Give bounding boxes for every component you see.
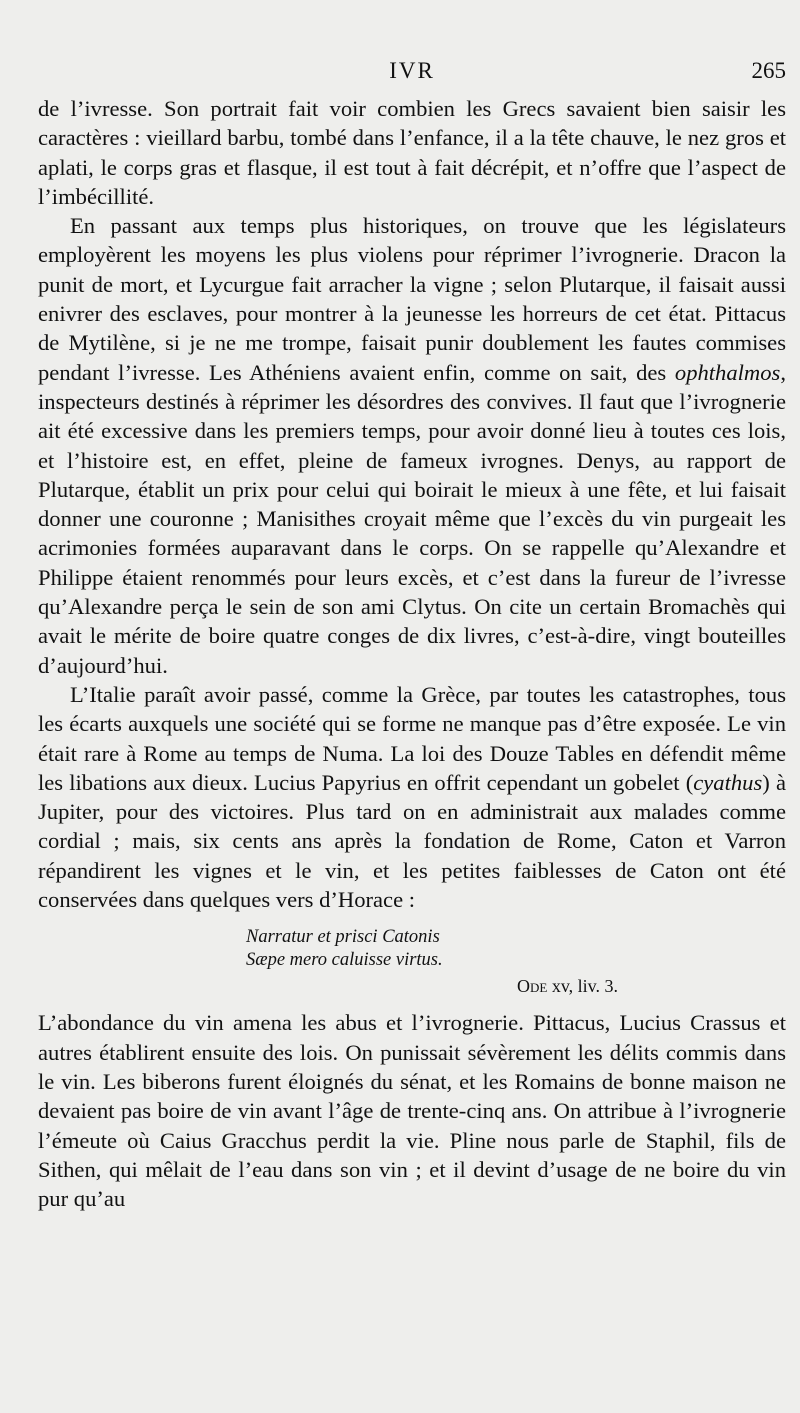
verse-line-2: Sæpe mero caluisse virtus. [246,950,443,971]
text-run: de l’ivresse. Son portrait fait voir combien les Grecs savaient bien saisir les caractères : vieillard barbu, tombé dans l’enfance, il a la tête chauve, le nez gros et aplati, le corps gras et flasque, il est tout à fait décrépit, et n’offre que l’aspect de l’imbécillité. [38,96,786,209]
verse-quote [38,926,786,972]
closing-paragraph [38,1008,786,1213]
text-run: ) à Jupiter, pour des victoires. Plus tard on en administrait aux malades comme cordial ; mais, six cents ans après la fondation de Rome, Caton et Varron répandirent les vignes et le vin, et les petites faiblesses de Caton ont été conservées dans quelques vers d’Horace : [38,769,786,913]
text-run: En passant aux temps plus historiques, on trouve que les législateurs employèrent les moyens les plus violens pour réprimer l’ivrognerie. Dracon la punit de mort, et Lycurgue fait arracher la vigne ; selon Plutarque, il faisait aussi enivrer des esclaves, pour montrer à la jeunesse les horreurs de cet état. Pittacus de Mytilène, si je ne me trompe, faisait punir doublement les fautes commises pendant l’ivresse. Les Athéniens avaient enfin, comme on sait, des [38,213,786,385]
paragraph [38,680,786,914]
paragraph [38,211,786,680]
paragraph-list [38,94,786,914]
paragraph [38,94,786,211]
citation-rest: xv, liv. 3. [547,976,618,997]
text-run: , inspecteurs destinés à réprimer les désordres des convives. Il faut que l’ivrognerie ait été excessive dans les premiers temps, pour avoir donné lieu à toutes ces lois, et l’histoire est, en effet, pleine de fameux ivrognes. Denys, au rapport de Plutarque, établit un prix pour celui qui boirait le mieux à une fête, et lui faisait donner une couronne ; Manisithes croyait même que l’excès du vin purgeait les acrimonies formées auparavant dans le corps. On se rappelle qu’Alexandre et Philippe étaient renommés pour leurs excès, et c’est dans la fureur de l’ivresse qu’Alexandre perça le sein de son ami Clytus. On cite un certain Bromachès qui avait le mérite de boire quatre conges de dix livres, c’est-à-dire, vingt bouteilles d’aujourd’hui. [38,359,786,678]
running-head [38,58,786,92]
verse-line-1: Narratur et prisci Catonis [246,927,440,948]
running-title: IVR [389,58,435,83]
italic-term: cyathus [693,769,763,795]
body-text [38,94,786,1213]
page-number: 265 [751,58,786,83]
italic-term: ophthalmos [674,359,781,385]
verse-citation [38,972,786,1000]
citation-prefix: Ode [517,976,548,997]
text-run: L’Italie paraît avoir passé, comme la Grèce, par toutes les catastrophes, tous les écarts auxquels une société qui se forme ne manque pas d’être exposée. Le vin était rare à Rome au temps de Numa. La loi des Douze Tables en défendit même les libations aux dieux. Lucius Papyrius en offrit cependant un gobelet ( [38,681,786,795]
text-run: L’abondance du vin amena les abus et l’ivrognerie. Pittacus, Lucius Crassus et autres établirent ensuite des lois. On punissait sévèrement les délits commis dans le vin. Les biberons furent éloignés du sénat, et les Romains de bonne maison ne devaient pas boire de vin avant l’âge de trente-cinq ans. On attribue à l’ivrognerie l’émeute où Caius Gracchus perdit la vie. Pline nous parle de Staphil, fils de Sithen, qui mêlait de l’eau dans son vin ; et il devint d’usage de ne boire du vin pur qu’au [38,1010,786,1212]
